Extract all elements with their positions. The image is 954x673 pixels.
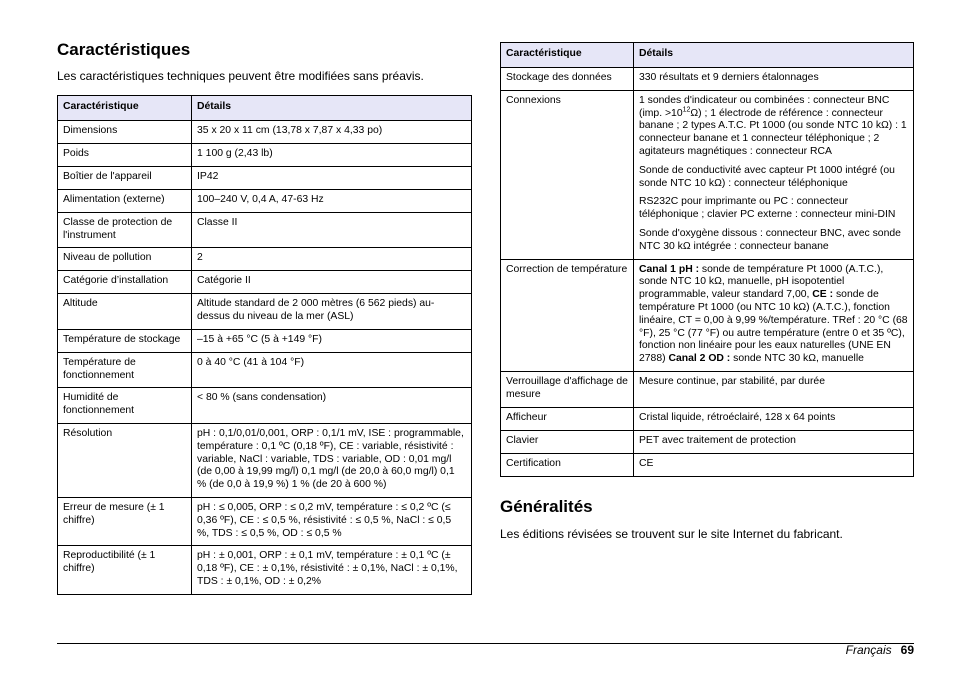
row-label: Certification	[501, 453, 634, 476]
connexions-paragraph: RS232C pour imprimante ou PC : connecteur téléphonique ; clavier PC externe : connecteur mini-DIN	[639, 196, 896, 221]
row-label: Alimentation (externe)	[58, 189, 192, 212]
table-row	[58, 329, 472, 352]
row-label: Verrouillage d'affichage de mesure	[501, 371, 634, 407]
row-label: Correction de température	[501, 259, 634, 371]
bold-label: Canal 2 OD :	[668, 353, 731, 365]
table-row	[58, 120, 472, 143]
table-header-row	[501, 43, 914, 68]
row-label: Catégorie d’installation	[58, 271, 192, 294]
section-title-caracteristiques: Caractéristiques	[57, 40, 191, 59]
bold-label: CE :	[812, 289, 834, 301]
table-row	[58, 271, 472, 294]
row-label: Connexions	[501, 90, 634, 259]
connexions-paragraph: Sonde de conductivité avec capteur Pt 1000 intégré (ou sonde NTC 10 kΩ) : connecteur téléphonique	[639, 164, 895, 189]
row-value: CE	[634, 453, 914, 476]
row-value: 0 à 40 °C (41 à 104 °F)	[192, 352, 472, 388]
row-value: Cristal liquide, rétroéclairé, 128 x 64 points	[634, 407, 914, 430]
table-row	[58, 294, 472, 330]
row-label: Poids	[58, 143, 192, 166]
row-value: < 80 % (sans condensation)	[192, 388, 472, 424]
specs-table-right	[500, 42, 914, 477]
table-row	[501, 259, 914, 371]
row-label: Clavier	[501, 430, 634, 453]
table-row	[58, 497, 472, 545]
row-value: –15 à +65 °C (5 à +149 °F)	[192, 329, 472, 352]
table-row	[58, 388, 472, 424]
row-value: IP42	[192, 166, 472, 189]
table-row	[501, 67, 914, 90]
text-span: sonde NTC 30 kΩ, manuelle	[730, 353, 864, 365]
connexions-details	[634, 90, 914, 259]
page-footer	[846, 643, 914, 657]
row-label: Humidité de fonctionnement	[58, 388, 192, 424]
intro-text: Les caractéristiques techniques peuvent être modifiées sans préavis.	[57, 69, 424, 83]
row-value: Classe II	[192, 212, 472, 248]
right-column	[500, 42, 914, 542]
row-value: 2	[192, 248, 472, 271]
row-label: Boîtier de l'appareil	[58, 166, 192, 189]
exponent: 12	[682, 106, 691, 114]
row-label: Température de stockage	[58, 329, 192, 352]
text-span: 1 sondes d'indicateur ou combinées : connecteur BNC (imp. >10	[639, 94, 890, 119]
bold-label: Canal 1 pH :	[639, 263, 700, 275]
connexions-paragraph	[639, 95, 908, 159]
text-span: sonde de température Pt 1000 (A.T.C.), sonde NTC 10 kΩ, manuelle, pH isopotentiel programmable, valeur standard 7,00,	[639, 263, 884, 301]
row-value: Mesure continue, par stabilité, par durée	[634, 371, 914, 407]
section-title-generalites: Généralités	[500, 496, 593, 516]
header-details: Détails	[634, 43, 914, 68]
header-caracteristique: Caractéristique	[58, 96, 192, 121]
specs-table-left	[57, 95, 472, 595]
row-label: Reproductibilité (± 1 chiffre)	[58, 546, 192, 594]
correction-details	[634, 259, 914, 371]
table-row	[501, 371, 914, 407]
generalites-text: Les éditions révisées se trouvent sur le site Internet du fabricant.	[500, 526, 843, 541]
left-column	[57, 40, 472, 595]
table-row	[58, 166, 472, 189]
footer-divider	[57, 643, 914, 644]
row-value: Altitude standard de 2 000 mètres (6 562 pieds) au-dessus du niveau de la mer (ASL)	[192, 294, 472, 330]
row-value: 35 x 20 x 11 cm (13,78 x 7,87 x 4,33 po)	[192, 120, 472, 143]
row-value: pH : ± 0,001, ORP : ± 0,1 mV, température : ± 0,1 ºC (± 0,18 ºF), CE : ± 0,1%, résistivité : ± 0,1%, NaCl : ± 0,1%, TDS : ± 0,1%, OD : ± 0,2%	[192, 546, 472, 594]
table-row	[58, 143, 472, 166]
table-row	[501, 453, 914, 476]
row-value: 1 100 g (2,43 lb)	[192, 143, 472, 166]
table-row	[58, 189, 472, 212]
table-row	[501, 90, 914, 259]
row-value: 100–240 V, 0,4 A, 47-63 Hz	[192, 189, 472, 212]
row-label: Altitude	[58, 294, 192, 330]
table-row	[501, 430, 914, 453]
table-row	[58, 212, 472, 248]
text-span: Ω) ; 1 électrode de référence : connecteur banane ; 2 types A.T.C. Pt 1000 (ou sonde NTC 10 kΩ) : 1 connecteur banane et 1 connecteur téléphonique ; 2 agitateurs magnétiques : connecteur RCA	[639, 107, 907, 157]
row-value: pH : 0,1/0,01/0,001, ORP : 0,1/1 mV, ISE : programmable, température : 0,1 ºC (0,18 ºF), CE : variable, résistivité : variable, NaCl : variable, TDS : variable, OD : 0,01 mg/l (de 0,00 à 19,99 mg/l) 0,1 mg/l (de 20,0 à 60,0 mg/l) 0,1 % (de 0,0 à 19,9 %) 1 % (de 20 à 600 %)	[192, 423, 472, 497]
row-label: Afficheur	[501, 407, 634, 430]
row-label: Stockage des données	[501, 67, 634, 90]
header-caracteristique: Caractéristique	[501, 43, 634, 68]
connexions-paragraph: Sonde d'oxygène dissous : connecteur BNC, avec sonde NTC 30 kΩ intégrée : connecteur banane	[639, 227, 901, 252]
row-value: Catégorie II	[192, 271, 472, 294]
table-row	[58, 546, 472, 594]
page-number: 69	[900, 643, 914, 657]
row-value: pH : ≤ 0,005, ORP : ≤ 0,2 mV, température : ≤ 0,2 ºC (≤ 0,36 ºF), CE : ≤ 0,5 %, résistivité : ≤ 0,5 %, NaCl : ≤ 0,5 %, TDS : ≤ 0,5 %, OD : ≤ 0,5 %	[192, 497, 472, 545]
table-row	[501, 407, 914, 430]
table-row	[58, 248, 472, 271]
table-row	[58, 423, 472, 497]
header-details: Détails	[192, 96, 472, 121]
footer-language: Français	[845, 643, 892, 657]
table-header-row	[58, 96, 472, 121]
row-value: PET avec traitement de protection	[634, 430, 914, 453]
table-row	[58, 352, 472, 388]
row-label: Niveau de pollution	[58, 248, 192, 271]
row-label: Erreur de mesure (± 1 chiffre)	[58, 497, 192, 545]
row-label: Résolution	[58, 423, 192, 497]
text-span: sonde de température Pt 1000 (ou NTC 10 kΩ) (A.T.C.), fonction linéaire, CT = 0,00 à 9,99 %/température. TRef : 20 °C (68 °F), 25 °C (77 °F) ou autre température (entre 0 et 35 ºC), fonction non linéaire pour les eaux naturelles (UNE EN 2788)	[639, 289, 908, 365]
row-value: 330 résultats et 9 derniers étalonnages	[634, 67, 914, 90]
row-label: Dimensions	[58, 120, 192, 143]
row-label: Classe de protection de l'instrument	[58, 212, 192, 248]
row-label: Température de fonctionnement	[58, 352, 192, 388]
